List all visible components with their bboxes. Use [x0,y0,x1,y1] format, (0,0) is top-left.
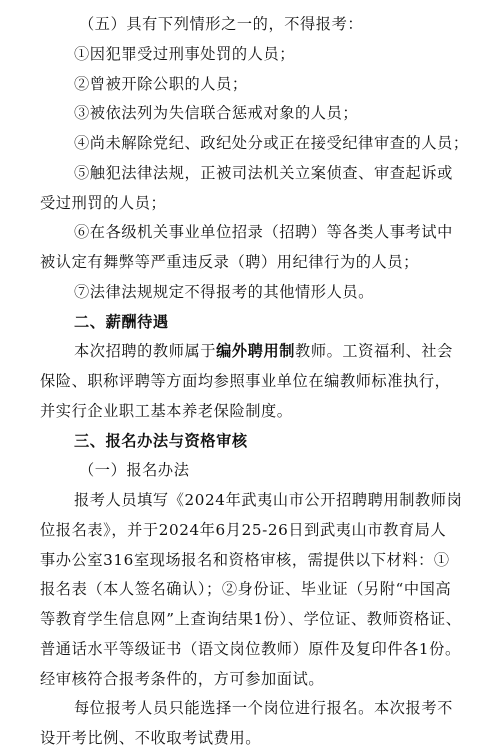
subsection-heading-registration-method: （一）报名办法 [79,461,190,480]
registration-paragraph-line-4: 报名表（本人签名确认）；②身份证、毕业证（另附“中国高 [40,580,452,599]
clause-item-2: ②曾被开除公职的人员； [74,74,248,93]
clause-item-6-line-1: ⑥在各级机关事业单位招录（招聘）等各类人事考试中 [74,223,453,242]
salary-paragraph-line-2: 保险、职称评聘等方面均参照事业单位在编教师标准执行， [40,372,451,390]
salary-text-pre: 本次招聘的教师属于 [74,342,217,361]
clause-item-5-line-2: 受过刑罚的人员； [40,193,167,212]
salary-text-bold: 编外聘用制 [216,342,296,361]
registration-paragraph-line-3: 事办公室316室现场报名和资格审核，需提供以下材料：① [40,550,450,569]
salary-paragraph-line-1 [74,341,453,361]
section-heading-salary: 二、薪酬待遇 [74,312,169,331]
clause-item-1: ①因犯罪受过刑事处罚的人员； [74,44,296,63]
registration-paragraph-line-2: 位报名表》，并于2024年6月25-26日到武夷山市教育局人 [40,520,447,539]
registration-paragraph-line-1: 报考人员填写《2024年武夷山市公开招聘聘用制教师岗 [74,491,463,509]
registration-note-line-1: 每位报考人员只能选择一个岗位进行报名。本次报考不 [74,699,453,718]
clause-item-6-line-2: 被认定有舞弊等严重违反录（聘）用纪律行为的人员； [40,253,419,271]
salary-paragraph-line-3: 并实行企业职工基本养老保险制度。 [40,401,293,420]
clause-item-5-line-1: ⑤触犯法律法规，正被司法机关立案侦查、审查起诉或 [74,163,453,182]
registration-note-line-2: 设开考比例、不收取考试费用。 [40,729,262,747]
clause-item-4: ④尚未解除党纪、政纪处分或正在接受纪律审查的人员； [74,134,469,152]
clause-item-7: ⑦法律法规规定不得报考的其他情形人员。 [74,282,374,301]
registration-paragraph-line-6: 普通话水平等级证书（语文岗位教师）原件及复印件各1份。 [40,639,461,658]
salary-text-post: 教师。工资福利、社会 [295,342,453,361]
registration-paragraph-line-7: 经审核符合报考条件的，方可参加面试。 [40,669,325,688]
registration-paragraph-line-5: 等教育学生信息网”上查询结果1份）、学位证、教师资格证、 [40,610,462,628]
section-heading-registration: 三、报名办法与资格审核 [74,431,248,450]
clause-item-3: ③被依法列为失信联合惩戒对象的人员； [74,104,359,123]
clause-5-intro: （五）具有下列情形之一的，不得报考： [79,15,364,33]
